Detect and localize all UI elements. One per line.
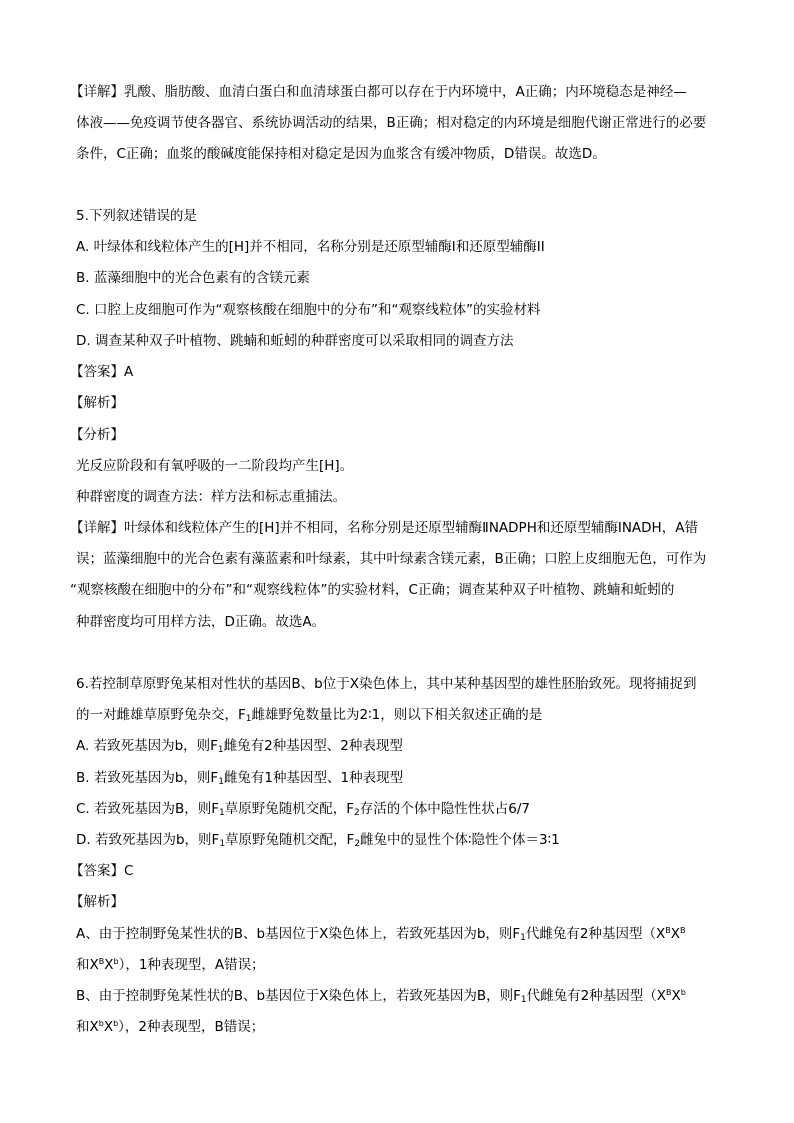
q6-opt-c-text-2: 草原野兔随机交配，F (224, 801, 355, 817)
q6-stem-line-2 (76, 705, 726, 727)
q6-b2-sup-2: b (113, 1019, 119, 1028)
q6-opt-c-sub-2: 2 (354, 808, 360, 818)
q6-b-sup-1: B (665, 988, 672, 997)
q6-analysis-title: 【解析】 (70, 894, 124, 910)
q6-analysis-b-line-2 (76, 1017, 726, 1039)
q6-stem-line-1: 6.若控制草原野兔某相对性状的基因B、b位于X染色体上，其中某种基因型的雄性胚胎致死。现将捕捉到 (76, 676, 697, 692)
q5-stem: 5.下列叙述错误的是 (76, 208, 197, 224)
q6-stem-text-b: 雌雄野兔数量比为2∶1，则以下相关叙述正确的是 (251, 707, 543, 723)
q6-b-sup-2: b (680, 988, 686, 997)
q6-stem-sub: 1 (245, 714, 252, 724)
q4-detail-line-1: 【详解】乳酸、脂肪酸、血清白蛋白和血清球蛋白都可以存在于内环境中，A正确；内环境稳态是神经— (70, 84, 687, 100)
q6-opt-d-text-3: 雌兔中的显性个体∶隐性个体＝3∶1 (360, 832, 560, 848)
q6-opt-c-sub-1: 1 (219, 808, 225, 818)
q6-analysis-a-line-1 (76, 924, 726, 946)
q6-stem-text-a: 的一对雌雄草原野兔杂交，F (76, 707, 246, 723)
q6-a-sub: 1 (520, 933, 526, 943)
q6-a-sup-2: B (679, 926, 686, 935)
q5-option-b: B. 蓝藻细胞中的光合色素有的含镁元素 (76, 270, 310, 286)
q6-opt-d-sub-2: 2 (354, 839, 361, 849)
q6-analysis-b-line-1 (76, 986, 726, 1008)
q6-opt-d-sub-1: 1 (219, 839, 226, 849)
q6-a-text-1: A、由于控制野兔某性状的B、b基因位于X染色体上，若致死基因为b，则F (76, 926, 521, 942)
q6-b-sub: 1 (520, 995, 527, 1005)
q6-a-sup-1: B (665, 926, 671, 935)
q5-fenxi-title: 【分析】 (70, 427, 124, 443)
q6-b2-sup-1: b (98, 1019, 104, 1028)
q6-b2-text-1: 和X (76, 1019, 99, 1035)
q6-option-b (76, 768, 726, 790)
q5-option-d: D. 调查某种双子叶植物、跳蝻和蚯蚓的种群密度可以采取相同的调查方法 (76, 333, 514, 349)
q5-detail-line-2: 误；蓝藻细胞中的光合色素有藻蓝素和叶绿素，其中叶绿素含镁元素，B正确；口腔上皮细胞无色，可作为 (76, 551, 707, 567)
q6-opt-b-text-2: 雌兔有1种基因型、1种表现型 (223, 770, 404, 786)
q6-analysis-a-line-2 (76, 955, 726, 977)
q5-fenxi-line-1: 光反应阶段和有氧呼吸的一二阶段均产生[H]。 (76, 458, 354, 474)
q6-b-text-2: 代雌兔有2种基因型（X (526, 988, 666, 1004)
q6-a-text-2: 代雌兔有2种基因型（X (525, 926, 666, 942)
q6-option-c (76, 799, 726, 821)
q6-a2-sup-2: b (113, 957, 119, 966)
q6-opt-b-text-1: B. 若致死基因为b，则F (76, 770, 219, 786)
q6-opt-c-text-1: C. 若致死基因为B，则F (76, 801, 220, 817)
q6-a2-text-2: X (104, 957, 114, 973)
q6-b2-text-3: ），2种表现型，B错误； (118, 1019, 265, 1035)
q6-opt-a-sub: 1 (217, 745, 224, 755)
q6-a2-text-3: ），1种表现型，A错误； (118, 957, 265, 973)
q6-b-text-1: B、由于控制野兔某性状的B、b基因位于X染色体上，若致死基因为B，则F (76, 988, 521, 1004)
q5-detail-line-1: 【详解】叶绿体和线粒体产生的[H]并不相同，名称分别是还原型辅酶ⅡNADPH和还原型辅酶ⅠNADH，A错 (70, 520, 698, 536)
q6-answer: 【答案】C (70, 863, 134, 879)
q6-b2-text-2: X (103, 1019, 114, 1035)
q4-detail-line-3: 条件，C正确；血浆的酸碱度能保持相对稳定是因为血浆含有缓冲物质，D错误。故选D。 (76, 146, 606, 162)
q6-opt-b-sub: 1 (218, 777, 224, 787)
q6-opt-d-text-2: 草原野兔随机交配，F (225, 832, 355, 848)
q6-a2-sup-1: B (98, 957, 105, 966)
q5-option-c: C. 口腔上皮细胞可作为“观察核酸在细胞中的分布”和“观察线粒体”的实验材料 (76, 302, 541, 318)
q6-opt-d-text-1: D. 若致死基因为b，则F (76, 832, 220, 848)
q6-opt-a-text-2: 雌兔有2种基因型、2种表现型 (223, 738, 403, 754)
q6-option-a (76, 736, 726, 758)
q6-a2-text-1: 和X (76, 957, 99, 973)
q5-analysis-title: 【解析】 (70, 395, 124, 411)
q5-option-a: A. 叶绿体和线粒体产生的[H]并不相同，名称分别是还原型辅酶I和还原型辅酶II (76, 239, 545, 255)
q6-option-d (76, 830, 726, 852)
q6-b-text-3: X (671, 988, 681, 1004)
q5-fenxi-line-2: 种群密度的调查方法：样方法和标志重捕法。 (76, 489, 346, 505)
q5-detail-line-3: “观察核酸在细胞中的分布”和“观察线粒体”的实验材料，C正确；调查某种双子叶植物、跳蝻和蚯蚓的 (70, 582, 675, 598)
q6-opt-a-text-1: A. 若致死基因为b，则F (76, 738, 218, 754)
q5-detail-line-4: 种群密度均可用样方法，D正确。故选A。 (76, 614, 326, 630)
q5-answer: 【答案】A (70, 364, 134, 380)
q4-detail-line-2: 体液——免疫调节使各器官、系统协调活动的结果，B正确；相对稳定的内环境是细胞代谢正常进行的必要 (76, 115, 707, 131)
q6-a-text-3: X (670, 926, 680, 942)
q6-opt-c-text-3: 存活的个体中隐性性状占6/7 (359, 801, 531, 817)
